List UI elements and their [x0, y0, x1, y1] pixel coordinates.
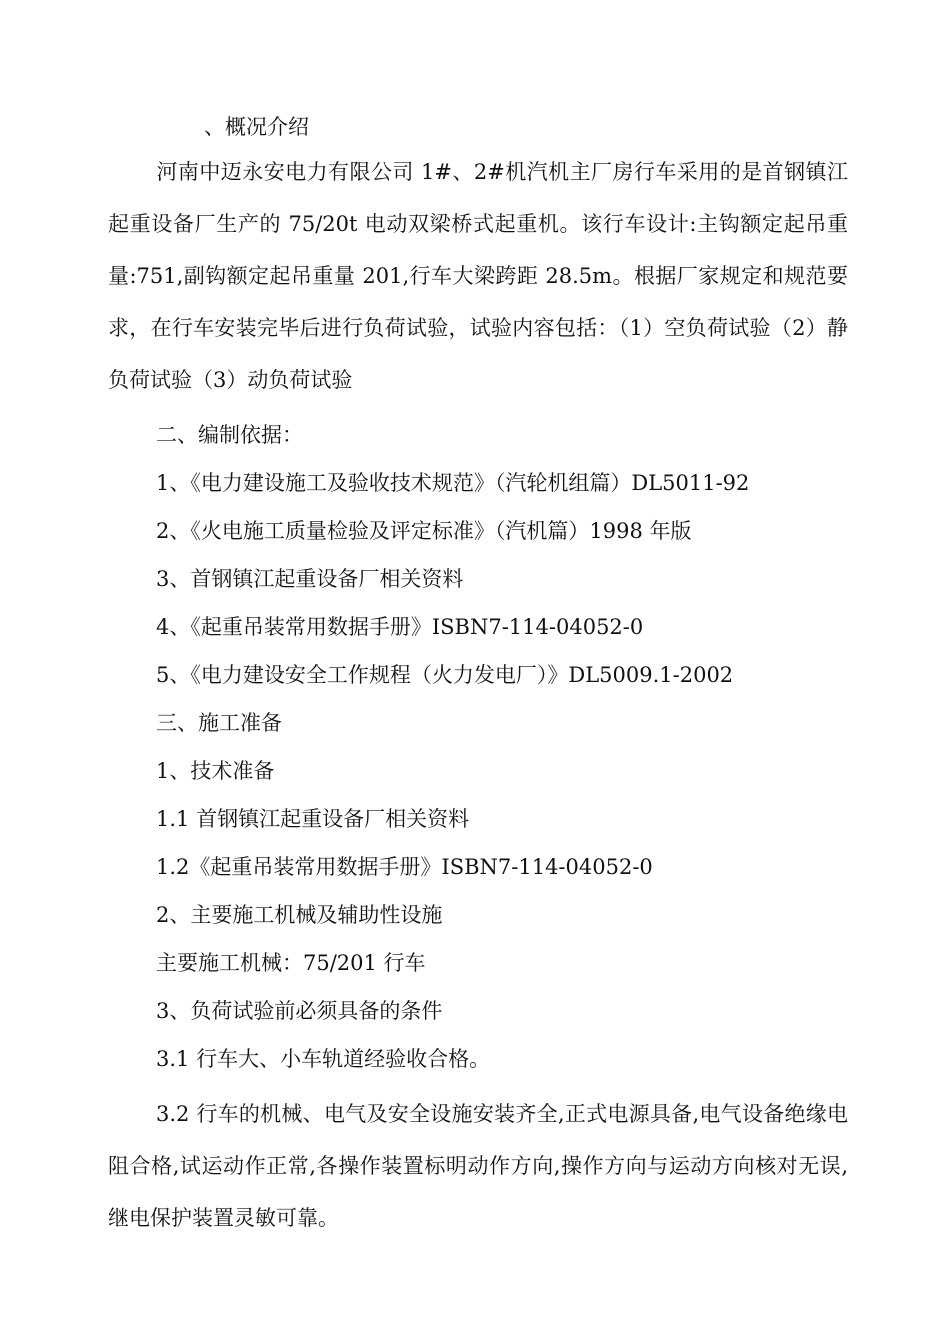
sub2-text: 主要施工机械：75/201 行车	[156, 951, 426, 975]
sub3-item-2	[108, 1088, 848, 1244]
basis-item-5: 5、《电力建设安全工作规程（火力发电厂）》DL5009.1-2002	[156, 663, 734, 687]
basis-item-4: 4、《起重吊装常用数据手册》ISBN7-114-04052-0	[156, 615, 644, 639]
sub2-heading: 2、主要施工机械及辅助性设施	[156, 903, 443, 927]
basis-item-1: 1、《电力建设施工及验收技术规范》（汽轮机组篇）DL5011-92	[156, 471, 750, 495]
section1-heading: 、概况介绍	[204, 115, 309, 139]
sub3-heading: 3、负荷试验前必须具备的条件	[156, 999, 443, 1023]
section1-paragraph-text: 河南中迈永安电力有限公司 1#、2#机汽机主厂房行车采用的是首钢镇江起重设备厂生产的 75/20t 电动双梁桥式起重机。该行车设计:主钩额定起吊重量:751,副钩额定起吊重量 201,行车大梁跨距 28.5m。根据厂家规定和规范要求，在行车安装完毕后进行负荷试验，试验内容包括：（1）空负荷试验（2）静负荷试验（3）动负荷试验	[108, 160, 848, 392]
section1-paragraph	[108, 146, 848, 406]
sub3-item-2-text: 3.2 行车的机械、电气及安全设施安装齐全,正式电源具备,电气设备绝缘电阻合格,试运动作正常,各操作装置标明动作方向,操作方向与运动方向核对无误,继电保护装置灵敏可靠。	[108, 1102, 848, 1230]
sub3-item-1: 3.1 行车大、小车轨道经验收合格。	[156, 1047, 491, 1071]
section3-heading: 三、施工准备	[156, 711, 282, 735]
sub1-item-1: 1.1 首钢镇江起重设备厂相关资料	[156, 807, 470, 831]
sub1-item-2: 1.2《起重吊装常用数据手册》ISBN7-114-04052-0	[156, 855, 653, 879]
section2-heading: 二、编制依据：	[156, 423, 303, 447]
sub1-heading: 1、技术准备	[156, 759, 275, 783]
basis-item-2: 2、《火电施工质量检验及评定标准》（汽机篇）1998 年版	[156, 519, 692, 543]
document-page	[108, 108, 848, 1244]
basis-item-3: 3、首钢镇江起重设备厂相关资料	[156, 567, 464, 591]
